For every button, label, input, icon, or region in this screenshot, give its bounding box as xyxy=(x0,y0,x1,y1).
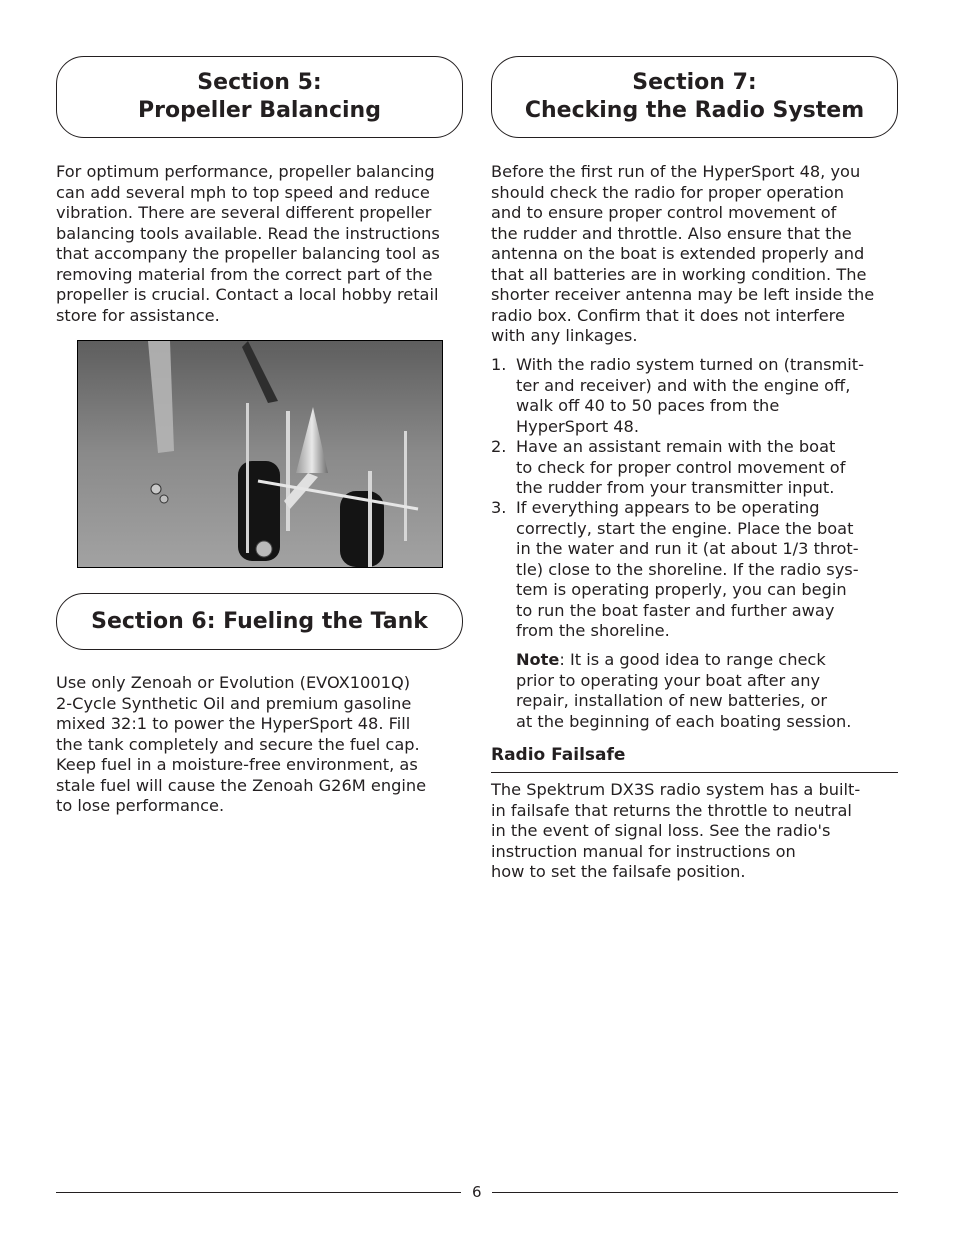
body-line: antenna on the boat is extended properly and xyxy=(491,244,865,263)
body-line: removing material from the correct part of the xyxy=(56,264,433,284)
body-line: instruction manual for instructions on xyxy=(491,841,796,861)
body-line: radio box. Confirm that it does not interfere xyxy=(491,305,845,325)
step-line: tle) close to the shoreline. If the radio sys- xyxy=(516,559,859,579)
section-7-title-line2: Checking the Radio System xyxy=(524,98,865,123)
step-line: from the shoreline. xyxy=(516,621,670,640)
step-number: 1. xyxy=(491,355,507,374)
body-line: For optimum performance, propeller balancing xyxy=(56,162,435,181)
body-line: how to set the failsafe position. xyxy=(491,862,746,881)
body-line: the rudder and throttle. Also ensure that the xyxy=(491,223,852,243)
body-line: stale fuel will cause the Zenoah G26M engine xyxy=(56,775,427,795)
body-line: vibration. There are several different propeller xyxy=(56,203,432,222)
body-line: store for assistance. xyxy=(56,305,220,325)
body-line: that accompany the propeller balancing tool as xyxy=(56,244,440,263)
note-line: at the beginning of each boating session. xyxy=(516,711,852,731)
body-line: that all batteries are in working condition. The xyxy=(491,264,867,284)
section-7-intro xyxy=(491,162,874,347)
body-line: propeller is crucial. Contact a local hobby retail xyxy=(56,285,439,304)
step-line: If everything appears to be operating xyxy=(516,498,820,517)
note-first-line xyxy=(516,650,851,671)
section-5-header xyxy=(56,56,463,138)
note-first-line-text: : It is a good idea to range check xyxy=(559,650,826,669)
footer-rule-left xyxy=(56,1192,461,1193)
step-line: correctly, start the engine. Place the boat xyxy=(516,518,854,538)
note-line: prior to operating your boat after any xyxy=(516,670,821,690)
step-line: ter and receiver) and with the engine off, xyxy=(516,375,851,395)
section-5-body xyxy=(56,162,440,326)
step-line: to run the boat faster and further away xyxy=(516,600,835,620)
propeller-balancer-illustration xyxy=(78,341,442,567)
section-7-header xyxy=(491,56,898,138)
step-line: Have an assistant remain with the boat xyxy=(516,437,836,456)
body-line: in failsafe that returns the throttle to neutral xyxy=(491,800,852,820)
section-5-title-line2: Propeller Balancing xyxy=(138,98,381,123)
step-line: the rudder from your transmitter input. xyxy=(516,478,835,497)
note xyxy=(516,650,851,732)
step-number: 3. xyxy=(491,498,507,517)
body-line: in the event of signal loss. See the radio's xyxy=(491,821,831,840)
body-line: Before the first run of the HyperSport 48, you xyxy=(491,162,861,181)
body-line: Use only Zenoah or Evolution (EVOX1001Q) xyxy=(56,673,411,692)
section-6-title: Section 6: Fueling the Tank xyxy=(91,608,428,634)
body-line: to lose performance. xyxy=(56,796,225,815)
body-line: the tank completely and secure the fuel cap. xyxy=(56,734,420,754)
radio-failsafe-body xyxy=(491,780,860,883)
body-line: balancing tools available. Read the instructions xyxy=(56,223,440,243)
body-line: The Spektrum DX3S radio system has a built- xyxy=(491,780,861,799)
body-line: and to ensure proper control movement of xyxy=(491,203,837,222)
body-line: should check the radio for proper operation xyxy=(491,182,845,202)
note-label: Note xyxy=(516,650,560,669)
note-line: repair, installation of new batteries, or xyxy=(516,691,828,710)
step-line: tem is operating properly, you can begin xyxy=(516,580,847,599)
step-line: HyperSport 48. xyxy=(516,416,639,436)
body-line: 2-Cycle Synthetic Oil and premium gasoline xyxy=(56,693,412,713)
body-line: with any linkages. xyxy=(491,326,638,345)
body-line: shorter receiver antenna may be left inside the xyxy=(491,285,875,304)
section-6-body xyxy=(56,673,426,817)
step-number: 2. xyxy=(491,437,507,456)
radio-failsafe-heading: Radio Failsafe xyxy=(491,745,626,765)
section-5-title-line1: Section 5: xyxy=(197,70,322,95)
footer-rule-right xyxy=(492,1192,898,1193)
propeller-balancer-photo xyxy=(77,340,443,568)
section-6-header xyxy=(56,593,463,650)
step-line: in the water and run it (at about 1/3 throt- xyxy=(516,539,859,558)
page-number: 6 xyxy=(472,1183,482,1201)
radio-failsafe-rule xyxy=(491,772,898,773)
step-line: walk off 40 to 50 paces from the xyxy=(516,396,780,415)
step-line: to check for proper control movement of xyxy=(516,457,846,477)
step-line: With the radio system turned on (transmit- xyxy=(516,355,864,374)
body-line: can add several mph to top speed and reduce xyxy=(56,182,430,202)
section-7-title-line1: Section 7: xyxy=(632,70,757,95)
body-line: Keep fuel in a moisture-free environment, as xyxy=(56,755,418,774)
body-line: mixed 32:1 to power the HyperSport 48. Fill xyxy=(56,714,411,733)
